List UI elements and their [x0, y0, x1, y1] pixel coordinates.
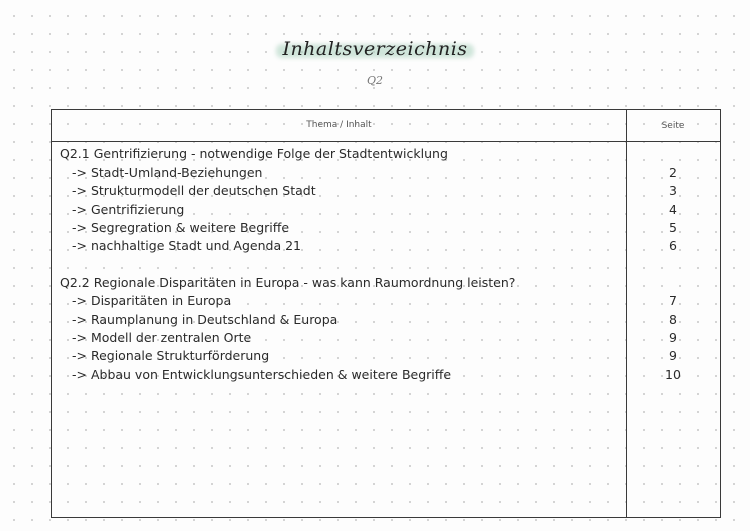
list-item: -> Regionale Strukturförderung — [72, 348, 270, 363]
page-number: 9 — [669, 330, 677, 345]
title-wrap — [0, 38, 750, 60]
page-number: 2 — [669, 165, 677, 180]
list-item: -> Disparitäten in Europa — [72, 293, 232, 308]
page-number: 4 — [669, 202, 677, 217]
contents-table — [51, 109, 721, 518]
page-number: 5 — [669, 220, 677, 235]
list-item: -> Gentrifizierung — [72, 202, 185, 217]
header-page: Seite — [661, 121, 685, 131]
section-title: Q2.1 Gentrifizierung - notwendige Folge der Stadtentwicklung — [60, 146, 448, 161]
list-item: -> Raumplanung in Deutschland & Europa — [72, 312, 338, 327]
list-item: -> Modell der zentralen Orte — [72, 330, 252, 345]
list-item: -> Segregration & weitere Begriffe — [72, 220, 290, 235]
header-divider — [52, 141, 720, 142]
page-number: 8 — [669, 312, 677, 327]
page-number: 9 — [669, 348, 677, 363]
list-item: -> Abbau von Entwicklungsunterschieden & weitere Begriffe — [72, 367, 452, 382]
list-item: -> nachhaltige Stadt und Agenda 21 — [72, 238, 301, 253]
page-number: 3 — [669, 183, 677, 198]
section-title: Q2.2 Regionale Disparitäten in Europa - was kann Raumordnung leisten? — [60, 275, 516, 290]
page-number: 7 — [669, 293, 677, 308]
page-number: 10 — [665, 367, 681, 382]
page-number: 6 — [669, 238, 677, 253]
page-title: Inhaltsverzeichnis — [278, 38, 471, 60]
list-item: -> Strukturmodell der deutschen Stadt — [72, 183, 316, 198]
header-topic: Thema / Inhalt — [306, 120, 372, 130]
list-item: -> Stadt-Umland-Beziehungen — [72, 165, 263, 180]
page-subtitle: Q2 — [366, 74, 384, 87]
